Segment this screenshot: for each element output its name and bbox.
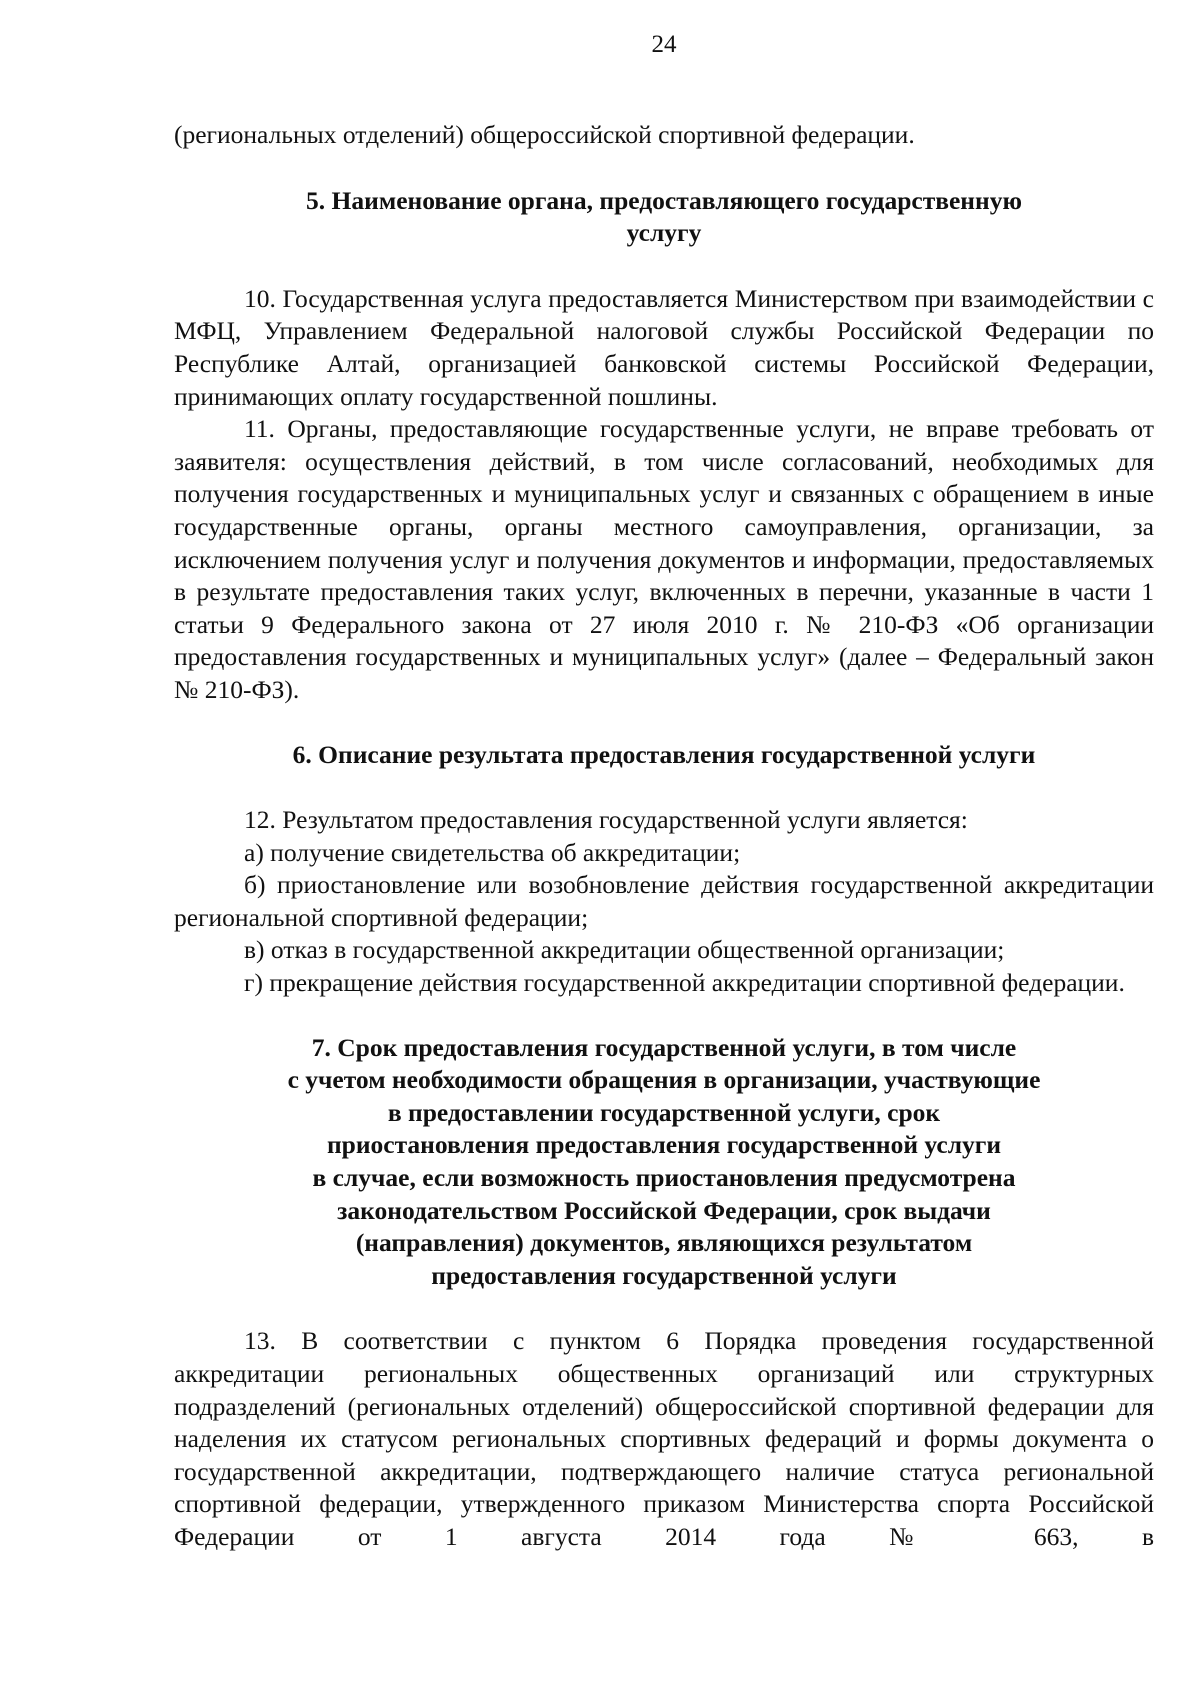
heading-line: услугу — [626, 218, 702, 248]
document-body — [174, 119, 1154, 1554]
heading-line: законодательством Российской Федерации, срок выдачи — [337, 1195, 991, 1225]
section-5-heading — [174, 185, 1154, 250]
heading-line: 6. Описание результата предоставления государственной услуги — [292, 739, 1036, 769]
heading-line: 5. Наименование органа, предоставляющего государственную — [306, 185, 1022, 215]
section-6-heading — [174, 739, 1154, 772]
section-7-heading — [174, 1032, 1154, 1293]
paragraph-13: 13. В соответствии с пунктом 6 Порядка проведения государственной аккредитации региональных общественных организаций или структурных подразделений (региональных отделений) общероссийской спортивной федерации для наделения их статусом региональных спортивных федераций и формы документа о государственной аккредитации, подтверждающего наличие статуса региональной спортивной федерации, утвержденного приказом Министерства спорта Российской Федерации от 1 августа 2014 года № 663, в — [174, 1326, 1154, 1551]
paragraph-10: 10. Государственная услуга предоставляется Министерством при взаимодействии с МФЦ, Управлением Федеральной налоговой службы Российской Федерации по Республике Алтай, организацией банковской системы Российской Федерации, принимающих оплату государственной пошлины. — [174, 283, 1154, 411]
heading-line: приостановления предоставления государственной услуги — [326, 1130, 1002, 1160]
list-item-g: г) прекращение действия государственной аккредитации спортивной федерации. — [244, 968, 1125, 998]
heading-line: (направления) документов, являющихся результатом — [355, 1228, 973, 1258]
paragraph-11: 11. Органы, предоставляющие государственные услуги, не вправе требовать от заявителя: осуществления действий, в том числе согласований, необходимых для получения государственных и муниципальных услуг и связанных с обращением в иные государственные органы, органы местного самоуправления, организации, за исключением получения услуг и получения документов и информации, предоставляемых в результате предоставления таких услуг, включенных в перечни, указанные в части 1 статьи 9 Федерального закона от 27 июля 2010 г. № 210-ФЗ «Об организации предоставления государственных и муниципальных услуг» (далее – Федеральный закон № 210-ФЗ). — [174, 414, 1154, 704]
heading-line: предоставления государственной услуги — [431, 1260, 897, 1290]
heading-line: в предоставлении государственной услуги, срок — [387, 1097, 941, 1127]
list-item-v: в) отказ в государственной аккредитации общественной организации; — [244, 935, 1005, 965]
continuation-paragraph: (региональных отделений) общероссийской спортивной федерации. — [174, 120, 915, 149]
heading-line: с учетом необходимости обращения в организации, участвующие — [287, 1065, 1041, 1095]
heading-line: в случае, если возможность приостановления предусмотрена — [312, 1163, 1016, 1193]
heading-line: 7. Срок предоставления государственной услуги, в том числе — [311, 1032, 1017, 1062]
paragraph-12: 12. Результатом предоставления государственной услуги является: — [244, 805, 968, 835]
list-item-a: а) получение свидетельства об аккредитации; — [244, 837, 741, 867]
list-item-b: б) приостановление или возобновление действия государственной аккредитации региональной спортивной федерации; — [174, 870, 1154, 932]
page-number: 24 — [651, 31, 677, 58]
